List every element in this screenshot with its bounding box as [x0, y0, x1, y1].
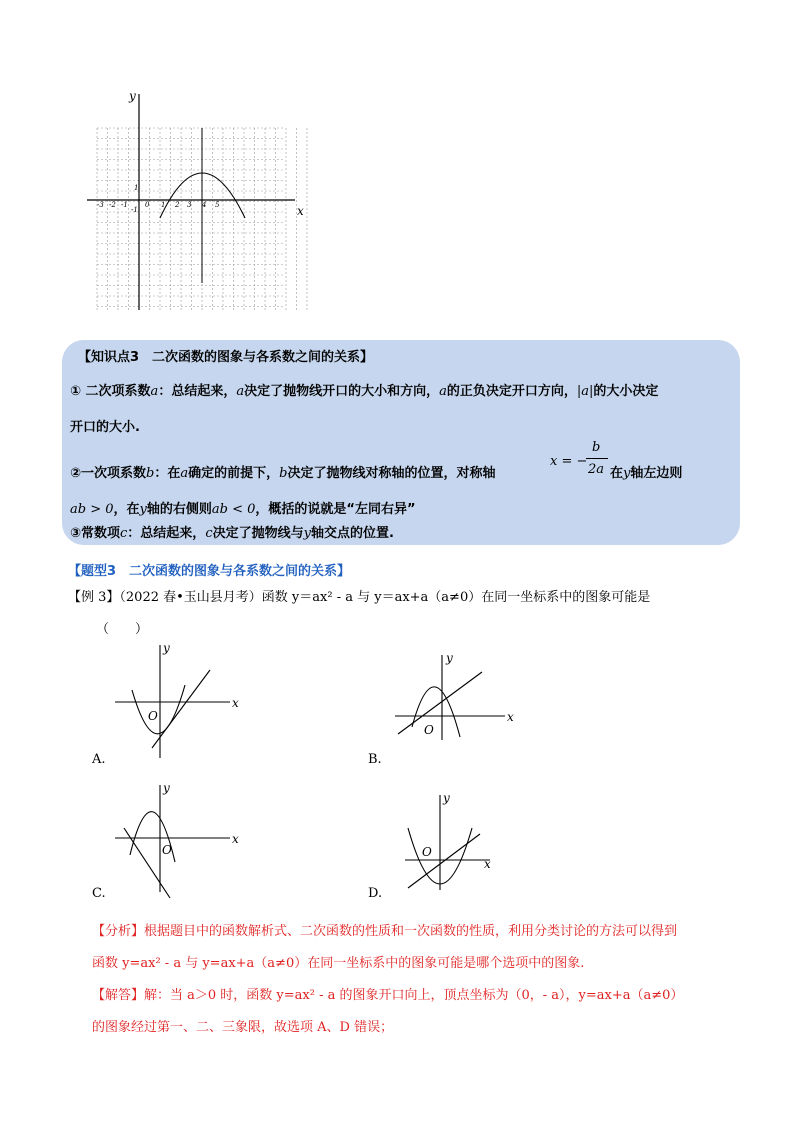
answer-blank: （ ） — [96, 622, 149, 637]
x-tick-label: 0 — [145, 201, 150, 209]
option-b-y: y — [446, 652, 453, 665]
section-title: 【题型3 二次函数的图象与各系数之间的关系】 — [68, 564, 351, 579]
option-c-y: y — [163, 781, 170, 795]
x-tick-label: 5 — [215, 201, 220, 209]
knowledge-point-3: ③常数项c：总结起来，c决定了抛物线与y轴交点的位置. — [70, 526, 394, 541]
analysis-line-1: 【分析】根据题目中的函数解析式、二次函数的性质和一次函数的性质，利用分类讨论的方法可以得到 — [92, 924, 678, 939]
option-b-o: O — [424, 723, 434, 737]
x-tick-label: -3 — [97, 201, 104, 209]
x-axis-label: x — [297, 204, 304, 218]
option-a-x: x — [232, 696, 239, 710]
x-tick-label: 4 — [202, 201, 207, 209]
knowledge-point-1-cont: 开口的大小. — [70, 420, 140, 435]
option-b-x: x — [507, 710, 514, 724]
option-d-label[interactable]: D. — [368, 886, 383, 901]
x-tick-label: 1 — [161, 201, 166, 209]
option-c-x: x — [232, 832, 239, 846]
solution-line-2: 的图象经过第一、二、三象限，故选项 A、D 错误； — [92, 1020, 394, 1035]
option-c-o: O — [162, 843, 172, 857]
knowledge-title: 【知识点3 二次函数的图象与各系数之间的关系】 — [78, 350, 374, 365]
option-a-label[interactable]: A. — [92, 752, 106, 767]
knowledge-point-2-tail: 在y轴左边则 — [610, 466, 683, 481]
knowledge-point-2-cont: ab > 0，在y轴的右侧则ab < 0，概括的说就是“左同右异” — [70, 502, 416, 517]
example-question: 【例 3】（2022 春•玉山县月考）函数 y＝ax² - a 与 y＝ax+a（a≠0）在同一坐标系中的图象可能是 — [68, 590, 651, 605]
x-tick-label: -1 — [121, 201, 128, 209]
option-c-label[interactable]: C. — [92, 886, 106, 901]
option-d-graph — [400, 790, 540, 900]
solution-line-1: 【解答】解：当 a＞0 时，函数 y=ax² - a 的图象开口向上，顶点坐标为（0，- a），y=ax+a（a≠0） — [92, 988, 684, 1003]
y-axis-label: y — [129, 89, 136, 103]
x-tick-label: 3 — [187, 201, 192, 209]
grid-parabola-figure — [85, 88, 310, 313]
option-d-y: y — [443, 791, 450, 805]
option-a-y: y — [163, 641, 170, 655]
option-b-label[interactable]: B. — [368, 752, 382, 767]
y-tick-1: 1 — [134, 184, 139, 192]
knowledge-point-1: ① 二次项系数a：总结起来，a决定了抛物线开口的大小和方向，a的正负决定开口方向，|a|的大小决定 — [70, 384, 659, 399]
knowledge-point-2: ②一次项系数b：在a确定的前提下，b决定了抛物线对称轴的位置，对称轴 — [70, 466, 496, 481]
option-a-graph — [110, 640, 250, 760]
x-tick-label: 2 — [175, 201, 180, 209]
y-tick-neg1: -1 — [131, 206, 138, 214]
x-tick-label: -2 — [109, 201, 116, 209]
option-c-graph — [110, 780, 250, 900]
analysis-line-2: 函数 y=ax² - a 与 y=ax+a（a≠0）在同一坐标系中的图象可能是哪个选项中的图象. — [92, 956, 585, 971]
option-b-graph — [390, 652, 520, 742]
option-d-x: x — [484, 857, 491, 871]
option-d-o: O — [422, 845, 432, 859]
option-a-o: O — [148, 709, 158, 723]
